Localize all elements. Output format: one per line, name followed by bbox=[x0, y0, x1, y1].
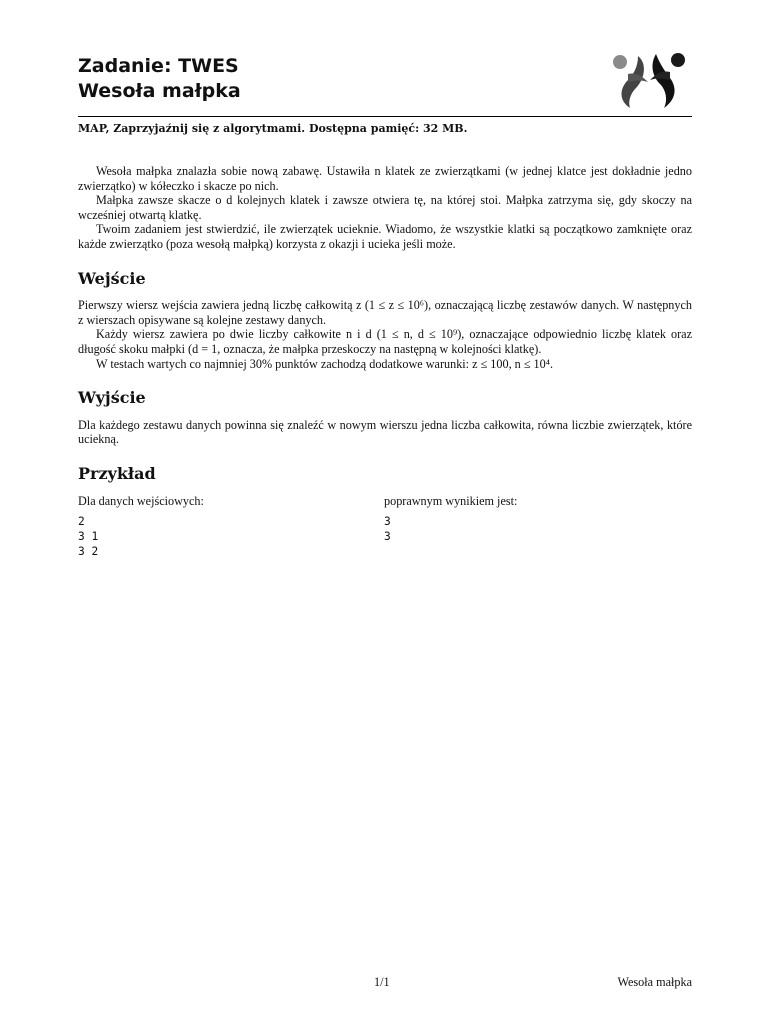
task-title-line1: Zadanie: TWES bbox=[78, 55, 239, 77]
page-number: 1/1 bbox=[374, 975, 390, 989]
header-rule bbox=[78, 116, 692, 117]
example-output-column bbox=[384, 494, 684, 545]
header bbox=[78, 54, 692, 114]
document-page bbox=[78, 54, 692, 558]
input-paragraph-1: Pierwszy wiersz wejścia zawiera jedną liczbę całkowitą z (1 ≤ z ≤ 10⁶), oznaczającą liczbę zestawów danych. W następnych z wierszach opisywane są kolejne zestawy danych. bbox=[78, 298, 692, 327]
example-input-label: Dla danych wejściowych: bbox=[78, 493, 204, 508]
input-paragraph-2: Każdy wiersz zawiera po dwie liczby całkowite n i d (1 ≤ n, d ≤ 10⁹), oznaczające odpowiednio liczbę klatek oraz długość skoku małpki (d = 1, oznacza, że małpka przeskoczy na następną w kolejności klatkę). bbox=[78, 327, 692, 356]
intro-paragraph-1: Wesoła małpka znalazła sobie nową zabawę. Ustawiła n klatek ze zwierzątkami (w jednej klatce jest dokładnie jedno zwierzątko) w kółeczko i skacze po nich. bbox=[78, 164, 692, 193]
section-title-example: Przykład bbox=[78, 463, 156, 483]
example-input-column bbox=[78, 494, 378, 560]
output-paragraph: Dla każdego zestawu danych powinna się znaleźć w nowym wierszu jedna liczba całkowita, równa liczbie zwierzątek, które uciekną. bbox=[78, 417, 692, 447]
footer-title: Wesoła małpka bbox=[617, 975, 692, 989]
intro-paragraph-2: Małpka zawsze skacze o d kolejnych klatek i zawsze otwiera tę, na której stoi. Małpka zatrzyma się, gdy skoczy na wcześniej otwartą klatkę. bbox=[78, 193, 692, 222]
task-meta: MAP, Zaprzyjaźnij się z algorytmami. Dostępna pamięć: 32 MB. bbox=[78, 122, 468, 135]
intro-paragraph-3: Twoim zadaniem jest stwierdzić, ile zwierzątek ucieknie. Wiadomo, że wszystkie klatki są początkowo zamknięte oraz każde zwierzątko (poza wesołą małpką) korzysta z okazji i ucieka jeśli może. bbox=[78, 222, 692, 251]
example-output: 3 3 bbox=[384, 515, 391, 543]
section-title-output: Wyjście bbox=[78, 388, 146, 408]
example-output-label: poprawnym wynikiem jest: bbox=[384, 493, 518, 508]
task-title-line2: Wesoła małpka bbox=[78, 80, 241, 102]
example-input: 2 3 1 3 2 bbox=[78, 515, 99, 558]
input-paragraph-3: W testach wartych co najmniej 30% punktów zachodzą dodatkowe warunki: z ≤ 100, n ≤ 10⁴. bbox=[96, 356, 554, 371]
content bbox=[78, 164, 692, 574]
logo-icon bbox=[608, 46, 690, 110]
section-title-input: Wejście bbox=[78, 268, 146, 288]
example-block bbox=[78, 494, 692, 574]
